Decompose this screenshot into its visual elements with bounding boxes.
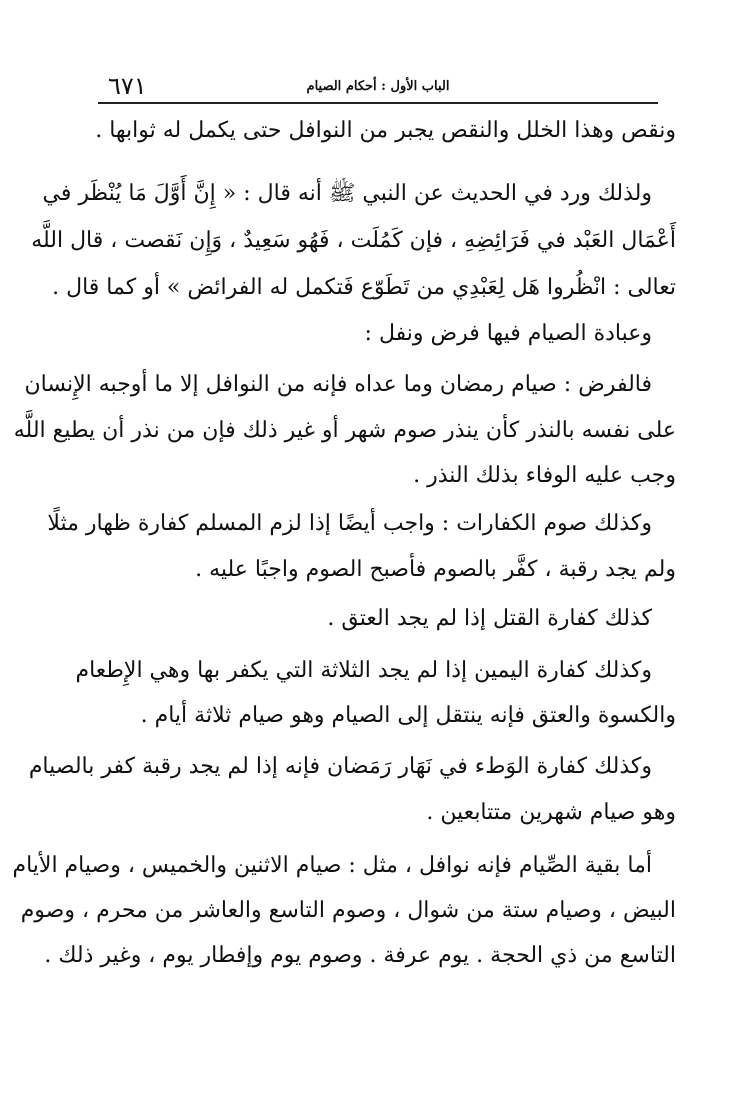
chapter-title: الباب الأول : أحكام الصيام xyxy=(306,79,450,94)
body-line: ونقص وهذا الخلل والنقص يجبر من النوافل حتى يكمل له ثوابها . xyxy=(95,118,676,143)
body-line: التاسع من ذي الحجة . يوم عرفة . وصوم يوم وإفطار يوم ، وغير ذلك . xyxy=(44,943,676,968)
body-line: ولم يجد رقبة ، كفَّر بالصوم فأصبح الصوم واجبًا عليه . xyxy=(195,557,676,582)
body-line: والكسوة والعتق فإنه ينتقل إلى الصيام وهو صيام ثلاثة أيام . xyxy=(140,703,676,728)
body-line: على نفسه بالنذر كأن ينذر صوم شهر أو غير ذلك فإن من نذر أن يطيع اللَّه xyxy=(13,418,676,443)
body-line: تعالى : انْظُروا هَل لِعَبْدِي من تَطَوّع فَتكمل له الفرائض » أو كما قال . xyxy=(52,275,676,300)
body-line: فالفرض : صيام رمضان وما عداه فإنه من النوافل إلا ما أوجبه الإِنسان xyxy=(24,372,652,397)
body-line: البيض ، وصيام ستة من شوال ، وصوم التاسع والعاشر من محرم ، وصوم xyxy=(20,898,676,923)
body-line: وكذلك صوم الكفارات : واجب أيضًا إذا لزم المسلم كفارة ظهار مثلًا xyxy=(47,511,652,536)
page-number: ٦٧١ xyxy=(108,72,147,100)
body-line: وكذلك كفارة اليمين إذا لم يجد الثلاثة التي يكفر بها وهي الإِطعام xyxy=(75,658,652,683)
body-line: أَعْمَال العَبْد في فَرَائِضِهِ ، فإن كَمُلَت ، فَهُو سَعِيدٌ ، وَإِن نَقصت ، قال اللَّه xyxy=(31,228,676,253)
body-line: وعبادة الصيام فيها فرض ونفل : xyxy=(364,321,652,346)
body-line: ولذلك ورد في الحديث عن النبي ﷺ أنه قال : « إِنَّ أَوَّلَ مَا يُنْظَر في xyxy=(42,181,652,206)
body-line: وكذلك كفارة الوَطء في نَهَار رَمَضان فإنه إذا لم يجد رقبة كفر بالصيام xyxy=(28,754,652,779)
body-line: كذلك كفارة القتل إذا لم يجد العتق . xyxy=(327,606,652,631)
running-header xyxy=(98,66,658,104)
body-line: وهو صيام شهرين متتابعين . xyxy=(426,800,676,825)
body-line: أما بقية الصِّيام فإنه نوافل ، مثل : صيام الاثنين والخميس ، وصيام الأيام xyxy=(12,853,652,878)
body-line: وجب عليه الوفاء بذلك النذر . xyxy=(413,463,676,488)
